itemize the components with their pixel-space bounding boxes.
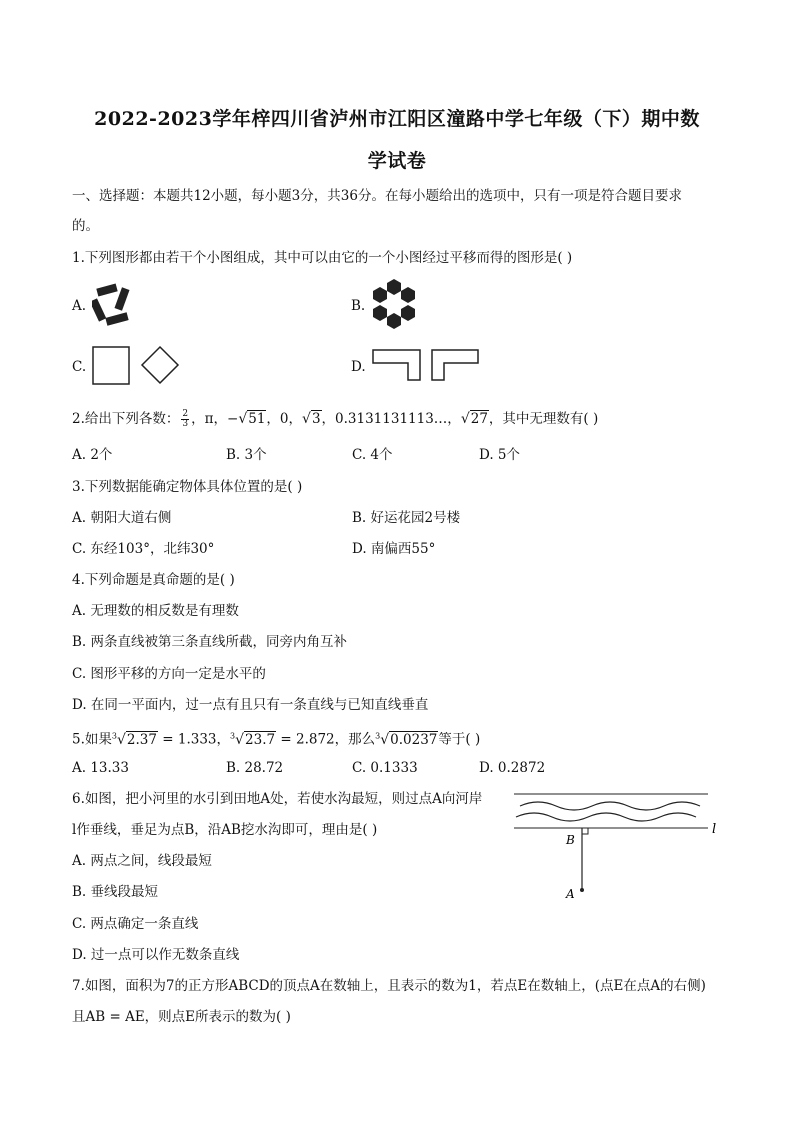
q6-option-c: C. 两点确定一条直线 bbox=[72, 916, 199, 932]
q1d-shape-1 bbox=[373, 350, 420, 380]
q1-option-a-label: A. bbox=[72, 298, 87, 314]
q2-fraction bbox=[181, 410, 189, 429]
q2-option-a: A. 2个 bbox=[72, 447, 113, 463]
q7-stem-line1: 7.如图，面积为7的正方形ABCD的顶点A在数轴上，且表示的数为1，若点E在数轴上，(点E在点A的右侧) bbox=[72, 978, 706, 994]
q5-part2: = 1.333， bbox=[157, 731, 231, 748]
exam-title-line1: 2022-2023学年梓四川省泸州市江阳区潼路中学七年级（下）期中数 bbox=[94, 108, 700, 130]
q2-sqrt3: 3 bbox=[311, 411, 321, 427]
q6-label-l: l bbox=[712, 822, 717, 837]
q6-option-a: A. 两点之间，线段最短 bbox=[72, 853, 212, 869]
q4-option-b: B. 两条直线被第三条直线所截，同旁内角互补 bbox=[72, 634, 348, 650]
q4-option-c: C. 图形平移的方向一定是水平的 bbox=[72, 666, 266, 682]
q1-option-c-label: C. bbox=[72, 359, 87, 375]
q2-option-c: C. 4个 bbox=[352, 447, 393, 463]
q2-prefix: 2.给出下列各数： bbox=[72, 411, 180, 427]
section1-instructions: 一、选择题：本题共12小题，每小题3分，共36分。在每小题给出的选项中，只有一项是符合题目要求 bbox=[72, 188, 682, 204]
q1b-hex-4 bbox=[387, 313, 401, 329]
q1b-hex-2 bbox=[401, 287, 415, 303]
q1b-hex-5 bbox=[373, 305, 387, 321]
q2-frac-den: 3 bbox=[182, 419, 189, 429]
q5-stem bbox=[72, 726, 480, 750]
section1-instructions-cont: 的。 bbox=[72, 218, 99, 234]
q6-stem-line1: 6.如图，把小河里的水引到田地A处，若使水沟最短，则过点A向河岸 bbox=[72, 791, 483, 807]
q5-option-d: D. 0.2872 bbox=[479, 760, 546, 776]
q5-cbrt-icon: $^3$√ bbox=[111, 731, 126, 748]
q5-radicand-2: 23.7 bbox=[245, 731, 276, 748]
q1b-hex-3 bbox=[401, 305, 415, 321]
q6-label-a: A bbox=[566, 887, 575, 901]
q4-stem: 4.下列命题是真命题的是( ) bbox=[72, 572, 235, 588]
q1a-bar-3 bbox=[105, 312, 128, 325]
q1-stem: 1.下列图形都由若干个小图组成，其中可以由它的一个小图经过平移而得的图形是( ) bbox=[72, 250, 573, 266]
q6-stem-line2: l作垂线，垂足为点B，沿AB挖水沟即可，理由是( ) bbox=[72, 822, 378, 838]
q6-option-d: D. 过一点可以作无数条直线 bbox=[72, 947, 240, 963]
q2-stem bbox=[72, 409, 598, 429]
q1d-shape-2 bbox=[432, 350, 478, 380]
q5-option-b: B. 28.72 bbox=[226, 760, 284, 776]
q1b-hex-6 bbox=[373, 287, 387, 303]
q3-option-d: D. 南偏西55° bbox=[352, 541, 436, 557]
q2-mid: ，0， bbox=[266, 411, 303, 427]
q2-sqrt27: 27 bbox=[470, 411, 488, 427]
q1-option-b-label: B. bbox=[351, 298, 366, 314]
q2-option-d: D. 5个 bbox=[479, 447, 521, 463]
q5-part4: 等于( ) bbox=[438, 731, 481, 748]
q5-cbrt-icon: $^3$√ bbox=[230, 731, 245, 748]
q2-pi: ，π，− bbox=[191, 411, 239, 427]
q1-option-b-figure bbox=[370, 277, 418, 331]
q4-option-d: D. 在同一平面内，过一点有且只有一条直线与已知直线垂直 bbox=[72, 697, 429, 713]
q3-stem: 3.下列数据能确定物体具体位置的是( ) bbox=[72, 479, 303, 495]
exam-title-line2: 学试卷 bbox=[367, 150, 427, 172]
q1-option-d-figure bbox=[370, 345, 482, 385]
q6-river-diagram bbox=[508, 786, 730, 908]
q5-radicand-1: 2.37 bbox=[126, 731, 157, 748]
q6-option-b: B. 垂线段最短 bbox=[72, 884, 159, 900]
q5-cbrt-icon: $^3$√ bbox=[375, 731, 390, 748]
q2-radical-icon: √ bbox=[302, 411, 311, 427]
q6-wave-2 bbox=[516, 813, 696, 821]
q1-option-c-figure bbox=[90, 344, 182, 388]
q1c-square bbox=[93, 347, 129, 384]
q4-option-a: A. 无理数的相反数是有理数 bbox=[72, 603, 239, 619]
q2-radical-icon: √ bbox=[238, 411, 248, 427]
q1a-bar-4 bbox=[92, 298, 106, 321]
q3-option-b: B. 好运花园2号楼 bbox=[352, 510, 461, 526]
q5-option-a: A. 13.33 bbox=[72, 760, 129, 776]
q1a-bar-1 bbox=[96, 284, 117, 297]
q1c-diamond bbox=[142, 347, 178, 383]
q1-option-d-label: D. bbox=[351, 359, 366, 375]
q6-point-a bbox=[580, 888, 584, 892]
q3-option-a: A. 朝阳大道右侧 bbox=[72, 510, 172, 526]
q1b-hex-1 bbox=[387, 279, 401, 295]
q2-radical-icon: √ bbox=[460, 411, 470, 427]
q7-stem-line2: 且AB = AE，则点E所表示的数为( ) bbox=[72, 1009, 291, 1025]
q6-label-b: B bbox=[566, 833, 575, 847]
q6-right-angle-mark bbox=[582, 828, 588, 834]
q6-wave-1 bbox=[520, 802, 700, 810]
q5-radicand-3: 0.0237 bbox=[390, 731, 438, 748]
q5-part3: = 2.872，那么 bbox=[276, 731, 376, 748]
q2-suffix: ，其中无理数有( ) bbox=[488, 411, 599, 427]
q2-option-b: B. 3个 bbox=[226, 447, 267, 463]
q5-option-c: C. 0.1333 bbox=[352, 760, 418, 776]
q2-sqrt51: 51 bbox=[248, 411, 266, 427]
q1-option-a-figure bbox=[92, 282, 134, 328]
q3-option-c: C. 东经103°，北纬30° bbox=[72, 541, 215, 557]
q5-part1: 5.如果 bbox=[72, 731, 112, 748]
q2-frac-num: 2 bbox=[182, 409, 189, 419]
q2-decimal: ，0.3131131113…， bbox=[321, 411, 461, 427]
